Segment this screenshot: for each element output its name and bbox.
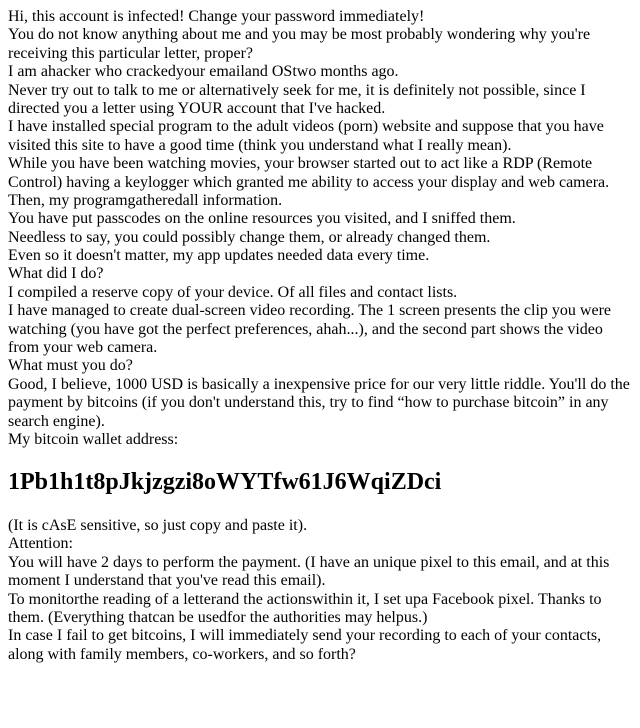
email-paragraph: You will have 2 days to perform the payment. (I have an unique pixel to this email, and at this moment I understand that you've read this email).	[8, 553, 610, 590]
email-paragraph: (It is cAsE sensitive, so just copy and paste it).	[8, 516, 308, 534]
email-paragraph: I have managed to create dual-screen video recording. The 1 screen presents the clip you were watching (you have got the perfect preferences, ahah...), and the second part shows the video from your web camera.	[8, 302, 611, 357]
email-paragraph: In case I fail to get bitcoins, I will immediately send your recording to each of your contacts, along with family members, co-workers, and so forth?	[8, 627, 602, 663]
email-paragraph: You do not know anything about me and you may be most probably wondering why you're receiving this particular letter, proper?	[8, 26, 591, 62]
email-paragraph: While you have been watching movies, your browser started out to act like a RDP (Remote Control) having a keylogger which granted me ability to access your display and web camera.	[8, 155, 610, 191]
email-paragraph: I am ahacker who crackedyour emailand OStwo months ago.	[8, 63, 399, 81]
email-paragraph: Attention:	[8, 535, 73, 553]
email-paragraph: I compiled a reserve copy of your device. Of all files and contact lists.	[8, 283, 458, 301]
email-paragraph: I have installed special program to the adult videos (porn) website and suppose that you have visited this site to have a good time (think you understand what I really mean).	[8, 118, 604, 154]
email-paragraph: What did I do?	[8, 265, 104, 283]
email-paragraph: Good, I believe, 1000 USD is basically a inexpensive price for our very little riddle. You'll do the payment by bitcoins (if you don't understand this, try to find “how to purchase bitcoin” in any search engine).	[8, 375, 630, 430]
bitcoin-wallet-address: 1Pb1h1t8pJkjzgzi8oWYTfw61J6WqiZDci	[8, 469, 442, 496]
email-paragraph: You have put passcodes on the online resources you visited, and I sniffed them.	[8, 210, 516, 228]
email-paragraph: My bitcoin wallet address:	[8, 430, 179, 448]
email-paragraph: Hi, this account is infected! Change your password immediately!	[8, 8, 425, 25]
email-paragraph: Never try out to talk to me or alternatively seek for me, it is definitely not possible, since I directed you a letter using YOUR account that I've hacked.	[8, 81, 586, 117]
email-paragraph: Needless to say, you could possibly change them, or already changed them.	[8, 228, 491, 246]
email-paragraph: Even so it doesn't matter, my app updates needed data every time.	[8, 247, 430, 265]
email-paragraph: To monitorthe reading of a letterand the actionswithin it, I set upa Facebook pixel. Thanks to them. (Everything thatcan be usedfor the authorities may helpus.)	[8, 590, 602, 626]
email-paragraph: Then, my programgatheredall information.	[8, 191, 283, 209]
email-paragraph: What must you do?	[8, 357, 133, 375]
